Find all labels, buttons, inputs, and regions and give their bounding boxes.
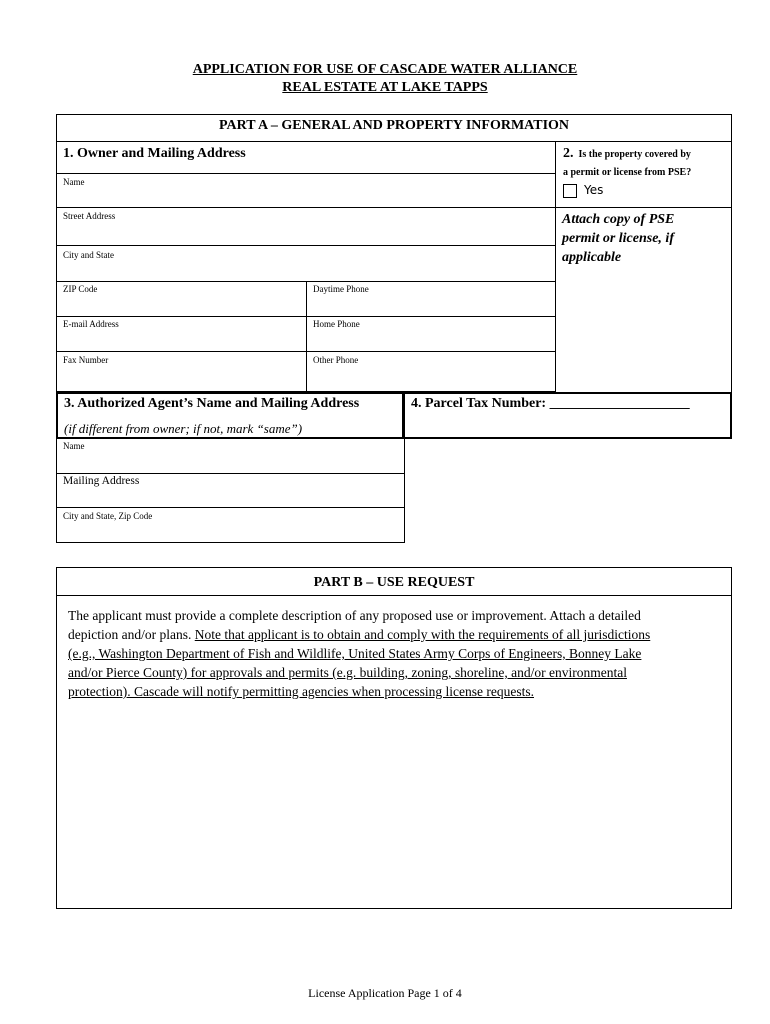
owner-city-state-label: City and State: [63, 250, 114, 260]
agent-name-label: Name: [63, 441, 85, 451]
pse-yes-checkbox[interactable]: [563, 184, 577, 198]
instructions-line2: [68, 625, 728, 644]
zip-code-field[interactable]: [56, 281, 307, 317]
agent-mailing-field[interactable]: [56, 473, 405, 508]
pse-attach-section: [555, 207, 732, 393]
owner-name-field[interactable]: [56, 173, 556, 208]
instructions-line4: and/or Pierce County) for approvals and permits (e.g. building, zoning, shoreline, and/or environmental: [68, 665, 627, 680]
pse-permit-section: [555, 141, 732, 208]
instructions-line1: The applicant must provide a complete description of any proposed use or improvement. Attach a detailed: [68, 608, 641, 623]
zip-code-label: ZIP Code: [63, 284, 98, 294]
home-phone-label: Home Phone: [313, 319, 360, 329]
agent-city-state-zip-label: City and State, Zip Code: [63, 511, 153, 521]
form-title-line2: REAL ESTATE AT LAKE TAPPS: [282, 80, 488, 95]
agent-section-title: 3. Authorized Agent’s Name and Mailing Address: [64, 396, 360, 411]
other-phone-label: Other Phone: [313, 355, 359, 365]
pse-question-text1: Is the property covered by: [578, 149, 691, 160]
other-phone-field[interactable]: [306, 351, 556, 392]
street-address-field[interactable]: [56, 207, 556, 246]
home-phone-field[interactable]: [306, 316, 556, 352]
part-a-header: PART A – GENERAL AND PROPERTY INFORMATION: [56, 114, 732, 142]
agent-section-subtitle: (if different from owner; if not, mark “same”): [64, 421, 303, 436]
daytime-phone-label: Daytime Phone: [313, 284, 369, 294]
owner-section-title: 1. Owner and Mailing Address: [63, 146, 246, 161]
parcel-tax-label: 4. Parcel Tax Number: ____________________: [411, 396, 690, 411]
attach-note-line1: Attach copy of PSE: [562, 212, 675, 227]
agent-section-header: [56, 392, 404, 439]
agent-name-field[interactable]: [56, 438, 405, 474]
section2-number: 2.: [563, 146, 574, 161]
pse-question-line1: [563, 145, 731, 164]
use-request-instructions: [68, 606, 728, 701]
pse-yes-label: Yes: [584, 183, 604, 197]
daytime-phone-field[interactable]: [306, 281, 556, 317]
owner-name-label: Name: [63, 177, 85, 187]
attach-note-line3: applicable: [562, 250, 622, 265]
use-request-area[interactable]: [56, 595, 732, 909]
page-footer: License Application Page 1 of 4: [308, 986, 462, 1000]
part-b-header: PART B – USE REQUEST: [56, 567, 732, 596]
instructions-line3: (e.g., Washington Department of Fish and Wildlife, United States Army Corps of Engineers, Bonney Lake: [68, 646, 642, 661]
instructions-line5: protection). Cascade will notify permitting agencies when processing license requests.: [68, 684, 534, 699]
owner-city-state-field[interactable]: [56, 245, 556, 282]
attach-note-line2: permit or license, if: [562, 231, 674, 246]
fax-number-field[interactable]: [56, 351, 307, 392]
instructions-line2-plain: depiction and/or plans.: [68, 627, 195, 642]
owner-section-header: [56, 141, 556, 174]
street-address-label: Street Address: [63, 211, 116, 221]
form-title-line1: APPLICATION FOR USE OF CASCADE WATER ALLIANCE: [192, 62, 578, 77]
email-label: E-mail Address: [63, 319, 119, 329]
agent-mailing-label: Mailing Address: [63, 475, 140, 487]
parcel-tax-section[interactable]: [403, 392, 732, 439]
pse-question-line2: a permit or license from PSE?: [563, 167, 692, 178]
email-field[interactable]: [56, 316, 307, 352]
instructions-line2-underlined: Note that applicant is to obtain and comply with the requirements of all jurisdictions: [194, 627, 651, 642]
fax-number-label: Fax Number: [63, 355, 109, 365]
agent-city-state-zip-field[interactable]: [56, 507, 405, 543]
